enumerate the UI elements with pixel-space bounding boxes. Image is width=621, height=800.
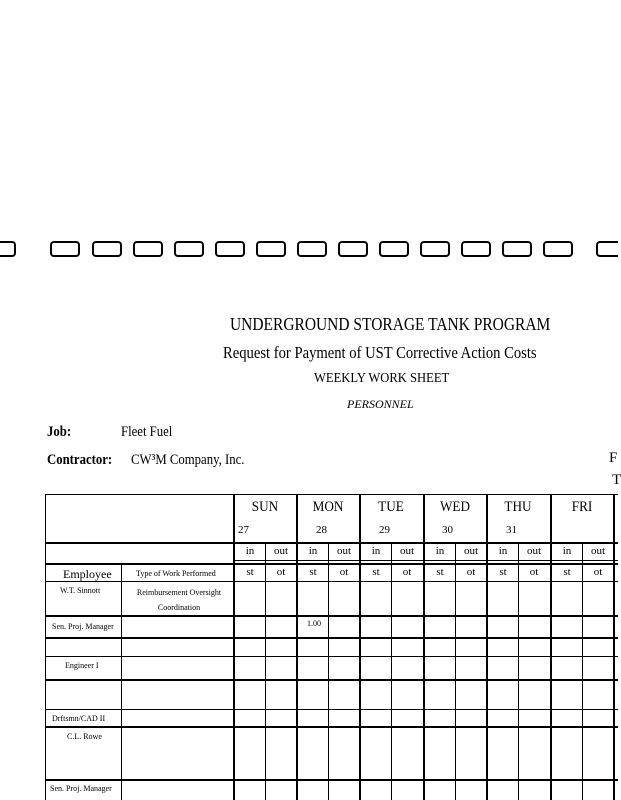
binder-hole	[379, 241, 409, 257]
st-label: st	[309, 566, 317, 578]
grid-line	[296, 494, 298, 800]
st-label: st	[499, 566, 507, 578]
contractor-value: CW³M Company, Inc.	[131, 452, 245, 468]
request-title: Request for Payment of UST Corrective Action Costs	[223, 343, 537, 362]
grid-line	[423, 494, 425, 800]
binder-hole	[338, 241, 368, 257]
grid-line	[45, 779, 618, 781]
st-label: st	[372, 566, 380, 578]
out-label: out	[526, 545, 542, 557]
grid-line	[121, 563, 122, 800]
in-label: in	[245, 545, 255, 557]
in-label: in	[562, 545, 572, 557]
out-label: out	[336, 545, 352, 557]
grid-line	[486, 494, 488, 800]
grid-line	[45, 656, 618, 657]
ot-label: ot	[466, 566, 476, 578]
grid-line	[550, 494, 552, 800]
grid-line	[233, 494, 235, 800]
day-header-mon: MON	[312, 499, 344, 515]
binder-hole	[502, 241, 532, 257]
st-label: st	[436, 566, 444, 578]
employee-name: Drftsmn/CAD II	[52, 714, 106, 723]
cut-off-text: T	[612, 472, 621, 488]
grid-line	[45, 709, 618, 710]
grid-line	[45, 581, 618, 582]
cut-off-text: F	[609, 450, 618, 466]
day-header-tue: TUE	[378, 499, 404, 515]
binder-hole	[297, 241, 327, 257]
day-date-wed: 30	[442, 524, 453, 536]
out-label: out	[463, 545, 479, 557]
binder-hole	[133, 241, 163, 257]
day-header-thu: THU	[504, 499, 532, 515]
employee-name: Sen. Proj. Manager	[50, 784, 112, 793]
work-type: Reimbursement Oversight Coordination	[136, 588, 222, 612]
in-label: in	[308, 545, 318, 557]
binder-hole	[596, 241, 618, 257]
st-label: st	[246, 566, 254, 578]
grid-line	[45, 679, 618, 681]
grid-line	[45, 542, 618, 544]
grid-line	[391, 542, 392, 800]
day-date-sun: 27	[238, 524, 249, 536]
binder-hole	[461, 241, 491, 257]
day-header-fri: FRI	[571, 499, 593, 515]
in-label: in	[435, 545, 445, 557]
grid-line	[45, 615, 618, 617]
binder-hole	[215, 241, 245, 257]
binder-hole	[256, 241, 286, 257]
grid-line	[45, 563, 618, 565]
job-label: Job:	[47, 424, 72, 440]
ot-label: ot	[339, 566, 349, 578]
grid-line	[233, 560, 618, 561]
binder-hole	[50, 241, 80, 257]
employee-header: Employee	[63, 567, 112, 581]
job-value: Fleet Fuel	[121, 424, 173, 440]
grid-line	[455, 542, 456, 800]
day-header-wed: WED	[439, 499, 471, 515]
employee-name: C.L. Rowe	[67, 732, 102, 741]
in-label: in	[498, 545, 508, 557]
out-label: out	[399, 545, 415, 557]
binder-holes	[0, 241, 618, 261]
ot-label: ot	[402, 566, 412, 578]
grid-line	[582, 542, 583, 800]
st-label: st	[563, 566, 571, 578]
day-date-thu: 31	[506, 524, 517, 536]
contractor-label: Contractor:	[47, 452, 113, 468]
day-header-sun: SUN	[251, 499, 279, 515]
day-date-tue: 29	[379, 524, 390, 536]
in-label: in	[371, 545, 381, 557]
hours-value: 1.00	[307, 619, 321, 628]
grid-line	[45, 494, 46, 800]
out-label: out	[273, 545, 289, 557]
employee-name: Engineer I	[65, 661, 99, 670]
grid-line	[45, 726, 618, 728]
ot-label: ot	[529, 566, 539, 578]
ot-label: ot	[276, 566, 286, 578]
grid-line	[518, 542, 519, 800]
grid-line	[359, 494, 361, 800]
worksheet-title: WEEKLY WORK SHEET	[314, 371, 450, 386]
program-title: UNDERGROUND STORAGE TANK PROGRAM	[230, 314, 551, 334]
binder-hole	[174, 241, 204, 257]
grid-line	[613, 494, 615, 800]
ot-label: ot	[593, 566, 603, 578]
day-date-mon: 28	[316, 524, 327, 536]
grid-line	[45, 494, 618, 495]
binder-hole	[543, 241, 573, 257]
grid-line	[265, 542, 266, 800]
grid-line	[45, 637, 618, 639]
binder-hole	[0, 241, 16, 257]
out-label: out	[590, 545, 606, 557]
section-title: PERSONNEL	[347, 397, 414, 411]
employee-name: Sen. Proj. Manager	[52, 622, 114, 631]
binder-hole	[92, 241, 122, 257]
work-type-header: Type of Work Performed	[136, 569, 216, 578]
employee-name: W.T. Sinnott	[60, 586, 101, 595]
binder-hole	[420, 241, 450, 257]
grid-line	[328, 542, 329, 800]
